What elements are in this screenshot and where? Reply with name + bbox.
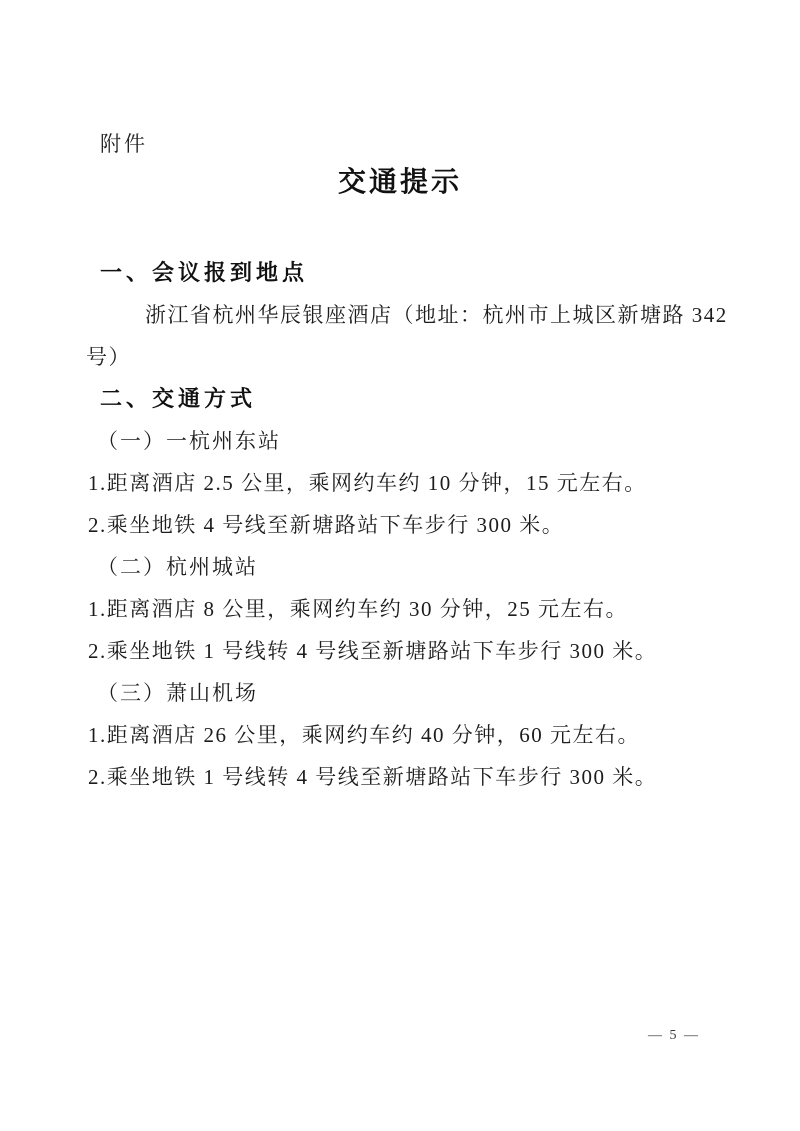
transport-item: 2.乘坐地铁 1 号线转 4 号线至新塘路站下车步行 300 米。 (88, 765, 658, 789)
subsection-heading-hangzhou-east-station: （一）一杭州东站 (97, 429, 281, 453)
section-heading-meeting-location: 一、会议报到地点 (100, 260, 309, 285)
section-heading-transport-methods: 二、交通方式 (100, 386, 257, 411)
transport-item: 2.乘坐地铁 1 号线转 4 号线至新塘路站下车步行 300 米。 (88, 639, 658, 663)
transport-item: 2.乘坐地铁 4 号线至新塘路站下车步行 300 米。 (88, 513, 565, 537)
document-body (0, 252, 800, 798)
subsection-heading-xiaoshan-airport: （三）萧山机场 (97, 681, 258, 705)
document-title: 交通提示 (337, 167, 462, 198)
subsection-heading-hangzhou-city-station: （二）杭州城站 (97, 555, 258, 579)
transport-item: 1.距离酒店 8 公里，乘网约车约 30 分钟，25 元左右。 (88, 597, 628, 621)
transport-item: 1.距离酒店 2.5 公里，乘网约车约 10 分钟，15 元左右。 (88, 471, 647, 495)
attachment-label: 附件 (100, 132, 148, 156)
transport-item: 1.距离酒店 26 公里，乘网约车约 40 分钟，60 元左右。 (88, 723, 640, 747)
address-line-2: 号） (86, 345, 131, 369)
address-line-1: 浙江省杭州华辰银座酒店（地址：杭州市上城区新塘路 342 (145, 303, 728, 327)
page-number: — 5 — (648, 1028, 700, 1043)
